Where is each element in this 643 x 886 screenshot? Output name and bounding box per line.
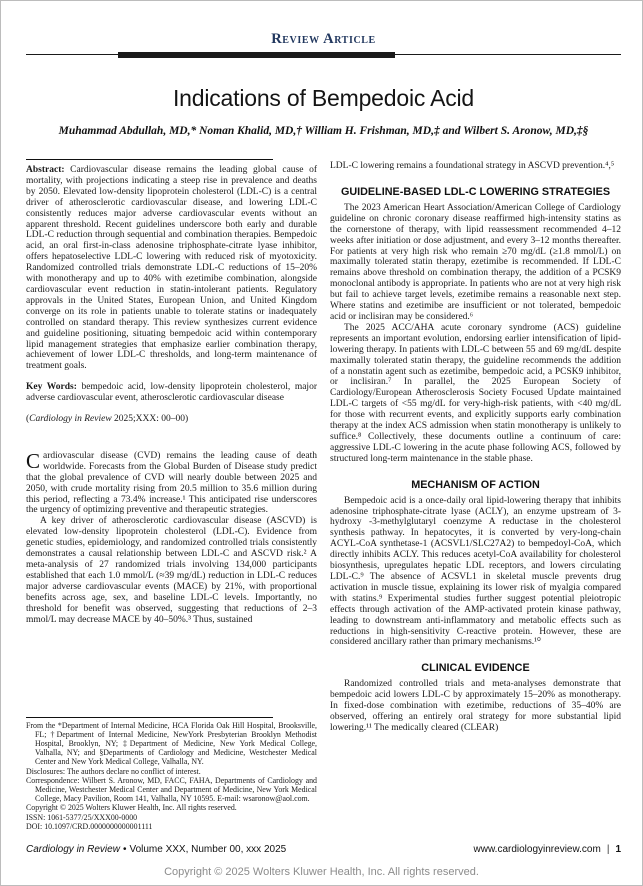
masthead-rule-thick: [118, 52, 395, 58]
abstract-top-rule: [26, 159, 273, 160]
keywords-text: bempedoic acid, low-density lipoprotein cholesterol, major adverse cardiovascular event, atherosclerotic cardiovascular disease: [26, 382, 317, 404]
correspondence-footnote: Correspondence: Wilbert S. Aronow, MD, FACC, FAHA, Departments of Cardiology and Medicine, Westchester Medical Center and Department of Medicine, New York Medical College, Macy Pavilion, Room 141, Valhalla, NY 10595. E-mail: wsaronow@aol.com.: [26, 775, 317, 804]
mechanism-paragraph-1: Bempedoic acid is a once-daily oral lipid-lowering therapy that inhibits adenosine triphosphate-citrate lyase (ACLY), an enzyme upstream of 3-hydroxy -3-methylglutaryl coenzyme A reductase in the cholesterol synthesis pathway. In hepatocytes, it is converted by very-long-chain ACYL-CoA synthetase-1 (ACSVL1/SLC27A2) to bempedoyl-CoA, which directly inhibits ACLY. This reduces acetyl-CoA availability for cholesterol biosynthesis, upregulates hepatic LDL receptors, and lowers circulating LDL-C.⁹ The absence of ACSVL1 in skeletal muscle prevents drug activation in muscle tissue, explaining its lower risk of myalgia compared with statins.⁹ Experimental studies further suggest potential pleiotropic effects through activation of the AMP-activated protein kinase pathway, leading to downstream anti-inflammatory and metabolic effects such as reductions in high-sensitivity C-reactive protein. However, these are considered ancillary rather than primary mechanisms.¹⁰: [330, 495, 621, 648]
footer-bullet: •: [122, 844, 127, 855]
right-column: [330, 159, 621, 831]
copyright-footnote: Copyright © 2025 Wolters Kluwer Health, Inc. All rights reserved.: [26, 803, 237, 813]
lead-paragraph: LDL-C lowering remains a foundational strategy in ASCVD prevention.⁴,⁵: [330, 161, 615, 171]
section-heading-guideline-strategies: GUIDELINE-BASED LDL-C LOWERING STRATEGIES: [340, 185, 611, 198]
footer-separator: |: [606, 844, 610, 855]
journal-footer-left: [26, 844, 286, 855]
guideline-paragraph-2: The 2025 ACC/AHA acute coronary syndrome (ACS) guideline represents an important evolution, endorsing earlier intensification of lipid-lowering therapy. In patients with LDL-C between 55 and 69 mg/dL despite maximally tolerated statin therapy, the guideline recommends the addition of a nonstatin agent such as ezetimibe, bempedoic acid, a PCSK9 inhibitor, or inclisiran.⁷ In parallel, the 2025 European Society of Cardiology/European Atherosclerosis Society Focused Update maintained LDL-C targets of <55 mg/dL for very-high-risk patients, with <40 mg/dL for those with recurrent events, and explicitly supports early combination therapy at the index ACS admission when statin monotherapy is unlikely to suffice.⁸ Collectively, these documents outline a continuum of care: aggressive LDL-C lowering in the acute phase following ACS, followed by structured long-term maintenance in the stable phase.: [330, 322, 621, 464]
section-heading-clinical-evidence: CLINICAL EVIDENCE: [421, 662, 530, 675]
intro-paragraph-1: [26, 448, 317, 516]
masthead: [26, 31, 621, 58]
journal-footer-right: [474, 844, 621, 855]
citation-journal: Cardiology in Review: [29, 414, 112, 425]
left-column: [26, 159, 317, 831]
bottom-copyright: Copyright © 2025 Wolters Kluwer Health, Inc. All rights reserved.: [164, 866, 479, 878]
section-heading-mechanism-of-action: MECHANISM OF ACTION: [411, 478, 540, 491]
guideline-paragraph-1: The 2023 American Heart Association/American College of Cardiology guideline on chronic coronary disease reaffirmed high-intensity statins as the cornerstone of therapy, with lipid reassessment recommended 4–12 weeks after initiation or dose adjustment, and every 3–12 months thereafter. For patients at very high risk who remain ≥70 mg/dL (≥1.8 mmol/L) on maximally tolerated statin therapy, ezetimibe is recommended. If LDL-C remains above threshold on combination therapy, the addition of a PCSK9 monoclonal antibody is appropriate. In patients who are not at very high risk but fail to achieve target levels, ezetimibe remains a reasonable next step. Where statins and ezetimibe are insufficient or not tolerated, bempedoic acid or inclisiran may be considered.⁶: [330, 202, 621, 322]
issn-footnote: ISSN: 1061-5377/25/XXX00-0000: [26, 812, 138, 822]
abstract: [26, 165, 317, 372]
drop-cap: C: [26, 448, 41, 473]
disclosures-footnote: Disclosures: The authors declare no conflict of interest.: [26, 766, 201, 776]
doi-footnote: DOI: 10.1097/CRD.0000000000001111: [26, 821, 153, 831]
journal-issue: Volume XXX, Number 00, xxx 2025: [129, 844, 287, 855]
keywords-label: Key Words:: [26, 382, 82, 393]
citation-line: [26, 414, 317, 425]
abstract-label: Abstract:: [26, 165, 71, 175]
article-title: Indications of Bempedoic Acid: [172, 85, 475, 111]
footnote-rule: [26, 717, 273, 718]
journal-name: Cardiology in Review: [26, 844, 120, 855]
article-body: [26, 159, 621, 831]
citation-rest: 2025;XXX: 00–00): [111, 414, 189, 425]
journal-url: www.cardiologyinreview.com: [473, 844, 601, 855]
masthead-rule: [26, 52, 621, 58]
journal-footer: [26, 844, 621, 855]
citation-open: (: [26, 414, 30, 425]
keywords: [26, 382, 317, 404]
intro-paragraph-1-text: ardiovascular disease (CVD) remains the leading cause of death worldwide. Forecasts from the Global Burden of Disease study predict that the global prevalence of CVD will nearly double between 2025 and 2050, with crude mortality rising from 20.5 million to 35.6 million during this period, reflecting a 73.4% increase.¹ This anticipated rise underscores the urgency of optimizing preventive and therapeutic strategies.: [26, 450, 317, 516]
intro-paragraph-2: A key driver of atherosclerotic cardiovascular disease (ASCVD) is elevated low-density lipoprotein cholesterol (LDL-C). Evidence from genetic studies, epidemiology, and randomized controlled trials consistently demonstrates a causal relationship between LDL-C and ASCVD risk.² A meta-analysis of 27 randomized trials involving 134,000 participants established that each 1.0 mmol/L (≈39 mg/dL) reduction in LDL-C reduces major adverse cardiovascular events (MACE) by 21%, with proportional benefits across age, sex, and baseline LDL-C levels. Importantly, no threshold for benefit was observed, suggesting that reductions of 2–3 mmol/L may decrease MACE by 40–50%.³ Thus, sustained: [26, 516, 317, 625]
page-number: 1: [615, 844, 621, 855]
abstract-text: Cardiovascular disease remains the leading global cause of mortality, with projections indicating a steep rise in prevalence and deaths by 2050. Elevated low-density lipoprotein cholesterol (LDL-C) is a central driver of atherosclerotic cardiovascular disease, and lowering LDL-C consistently reduces major adverse cardiovascular events without an apparent threshold. Recent guidelines underscore both early and durable LDL-C reduction through sequential and combination therapies. Bempedoic acid, an oral first-in-class adenosine triphosphate-citrate lyase inhibitor, offers hepatoselective LDL-C lowering with reduced risk of myotoxicity. Randomized controlled trials demonstrate LDL-C reductions of 15–20% with monotherapy and up to 40% with ezetimibe combination, alongside cardiovascular event reduction in statin-intolerant patients. Regulatory approvals in the United States, European Union, and United Kingdom converge on its role in patients unable to tolerate statins or inadequately controlled on standard therapy. This review synthesizes current evidence and guideline positioning, situating bempedoic acid within contemporary lipid management strategies that emphasize earlier combination therapy, achievement of lower LDL-C thresholds, and long-term maintenance of treatment goals.: [26, 165, 318, 372]
footnote-block: [26, 717, 317, 831]
affiliations-footnote: From the *Department of Internal Medicine, HCA Florida Oak Hill Hospital, Brooksville, FL; †Department of Internal Medicine, NewYork Presbyterian Brooklyn Methodist Hospital, Brooklyn, NY; ‡Department of Medicine, New York Medical College, Valhalla, NY; and §Departments of Cardiology and Medicine, Westchester Medical Center and New York Medical College, Valhalla, NY.: [26, 720, 317, 767]
article-authors: Muhammad Abdullah, MD,* Noman Khalid, MD,† William H. Frishman, MD,‡ and Wilbert S. Aronow, MD,‡§: [58, 125, 589, 137]
review-article-label: Review Article: [271, 31, 376, 47]
clinical-evidence-paragraph-1: Randomized controlled trials and meta-analyses demonstrate that bempedoic acid lowers LDL-C by approximately 15–20% as monotherapy. In fixed-dose combination with ezetimibe, reductions of 35–40% are observed, offering an entirely oral strategy for more substantial lipid lowering.¹¹ The medically cleared (CLEAR): [330, 679, 621, 733]
